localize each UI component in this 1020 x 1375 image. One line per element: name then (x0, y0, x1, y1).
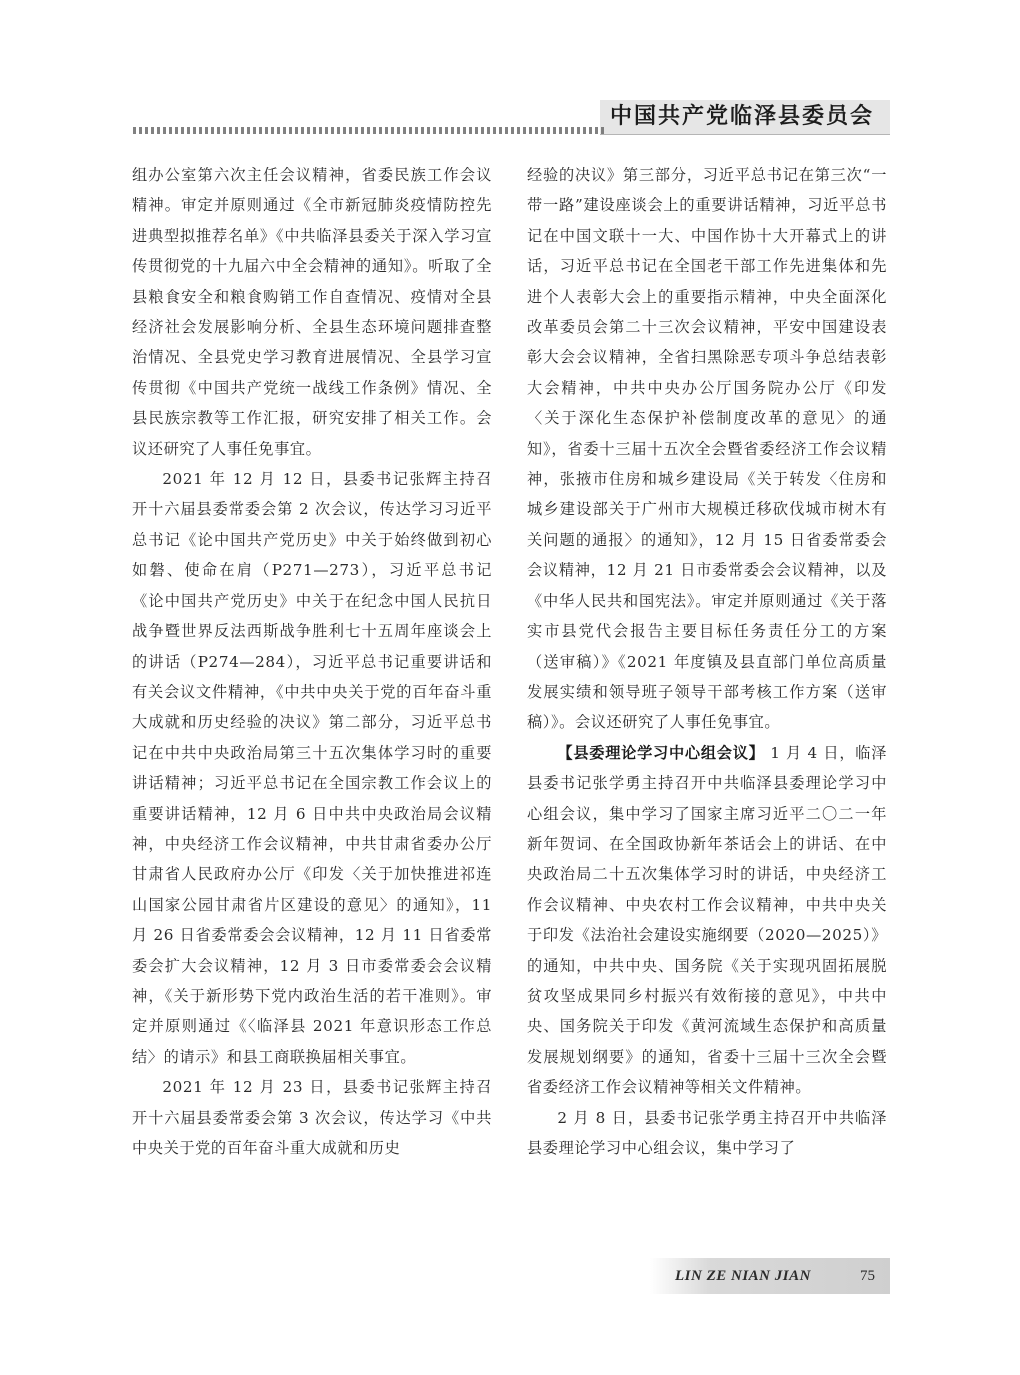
paragraph-dec-12-meeting: 2021 年 12 月 12 日，县委书记张辉主持召开十六届县委常委会第 2 次会议，传达学习习近平总书记《论中国共产党历史》中关于始终做到初心如磐、使命在肩（P271—273），习近平总书记《论中国共产党历史》中关于在纪念中国人民抗日战争暨世界反法西斯战争胜利七十五周年座谈会上的讲话（P274—284），习近平总书记重要讲话和有关会议文件精神，《中共中央关于党的百年奋斗重大成就和历史经验的决议》第二部分，习近平总书记在中共中央政治局第三十五次集体学习时的重要讲话精神；习近平总书记在全国宗教工作会议上的重要讲话精神，12 月 6 日中共中央政治局会议精神，中央经济工作会议精神，中共甘肃省委办公厅甘肃省人民政府办公厅《印发〈关于加快推进祁连山国家公园甘肃省片区建设的意见〉的通知》，11 月 26 日省委常委会会议精神，12 月 11 日省委常委会扩大会议精神，12 月 3 日市委常委会会议精神，《关于新形势下党内政治生活的若干准则》。审定并原则通过《〈临泽县 2021 年意识形态工作总结〉的请示》和县工商联换届相关事宜。 (132, 470, 492, 1066)
section-heading: 【县委理论学习中心组会议】 (557, 743, 765, 762)
header-dotted-rule (133, 127, 605, 134)
paragraph-feb-8-meeting: 2 月 8 日，县委书记张学勇主持召开中共临泽县委理论学习中心组会议，集中学习了 (527, 1108, 887, 1157)
paragraph-theory-study-group (527, 738, 887, 1103)
footer-running-title: LIN ZE NIAN JIAN (675, 1268, 811, 1284)
header-underline (600, 134, 890, 135)
paragraph-continued: 组办公室第六次主任会议精神，省委民族工作会议精神。审定并原则通过《全市新冠肺炎疫情防控先进典型拟推荐名单》《中共临泽县委关于深入学习宣传贯彻党的十九届六中全会精神的通知》。听取了全县粮食安全和粮食购销工作自查情况、疫情对全县经济社会发展影响分析、全县生态环境问题排查整治情况、全县党史学习教育进展情况、全县学习宣传贯彻《中国共产党统一战线工作条例》情况、全县民族宗教等工作汇报，研究安排了相关工作。会议还研究了人事任免事宜。 (132, 166, 492, 458)
running-header-title: 中国共产党临泽县委员会 (610, 104, 875, 129)
page-number: 75 (860, 1268, 875, 1284)
section-body: 1 月 4 日，临泽县委书记张学勇主持召开中共临泽县委理论学习中心组会议，集中学习了国家主席习近平二〇二一年新年贺词、在全国政协新年茶话会上的讲话、在中央政治局二十五次集体学习时的讲话，中央经济工作会议精神、中央农村工作会议精神，中共中央关于印发《法治社会建设实施纲要（2020—2025）》的通知，中共中央、国务院《关于实现巩固拓展脱贫攻坚成果同乡村振兴有效衔接的意见》，中共中央、国务院关于印发《黄河流域生态保护和高质量发展规划纲要》的通知，省委十三届十三次全会暨省委经济工作会议精神等相关文件精神。 (527, 743, 887, 1097)
left-column (132, 160, 492, 1163)
paragraph-dec-23-meeting: 2021 年 12 月 23 日，县委书记张辉主持召开十六届县委常委会第 3 次会议，传达学习《中共中央关于党的百年奋斗重大成就和历史 (132, 1078, 492, 1157)
right-column (527, 160, 887, 1163)
paragraph-continued-right: 经验的决议》第三部分，习近平总书记在第三次“一带一路”建设座谈会上的重要讲话精神，习近平总书记在中国文联十一大、中国作协十大开幕式上的讲话，习近平总书记在全国老干部工作先进集体和先进个人表彰大会上的重要指示精神，中央全面深化改革委员会第二十三次会议精神，平安中国建设表彰大会会议精神，全省扫黑除恶专项斗争总结表彰大会精神，中共中央办公厅国务院办公厅《印发〈关于深化生态保护补偿制度改革的意见〉的通知》，省委十三届十五次全会暨省委经济工作会议精神，张掖市住房和城乡建设局《关于转发〈住房和城乡建设部关于广州市大规模迁移砍伐城市树木有关问题的通报〉的通知》，12 月 15 日省委常委会会议精神，12 月 21 日市委常委会会议精神，以及《中华人民共和国宪法》。审定并原则通过《关于落实市县党代会报告主要目标任务责任分工的方案（送审稿）》《2021 年度镇及县直部门单位高质量发展实绩和领导班子领导干部考核工作方案（送审稿）》。会议还研究了人事任免事宜。 (527, 166, 887, 732)
